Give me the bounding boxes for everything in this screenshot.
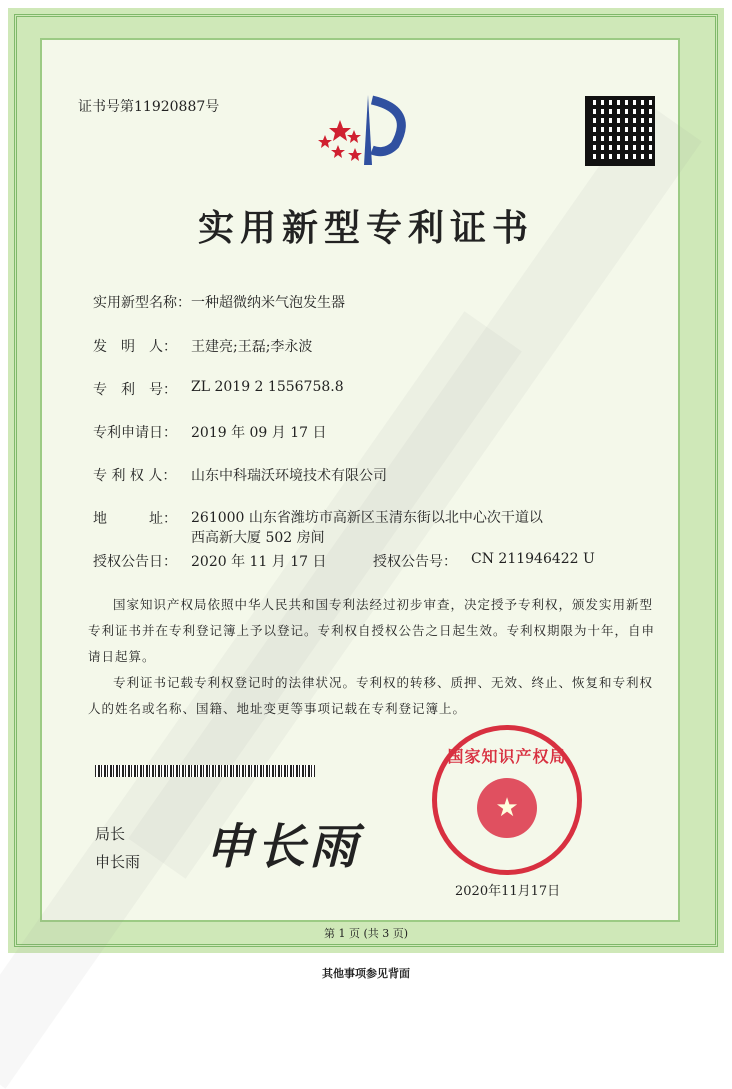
field-address: 地 址： 261000 山东省潍坊市高新区玉清东街以北中心次干道以 西高新大厦 502 房间 <box>93 510 543 546</box>
paragraph: 国家知识产权局依照中华人民共和国专利法经过初步审查，决定授予专利权，颁发实用新型专利证书并在专利登记簿上予以登记。专利权自授权公告之日起生效。专利权期限为十年，自申请日起算。 <box>88 597 656 664</box>
field-patent-number: 专 利 号： ZL 2019 2 1556758.8 <box>93 379 344 398</box>
paragraph: 专利证书记载专利权登记时的法律状况。专利权的转移、质押、无效、终止、恢复和专利权人的姓名或名称、国籍、地址变更等事项记载在专利登记簿上。 <box>88 675 654 716</box>
page-info: 第 1 页 (共 3 页) <box>323 927 409 940</box>
field-patentee: 专 利 权 人： 山东中科瑞沃环境技术有限公司 <box>93 468 387 484</box>
seal-date: 2020年11月17日 <box>455 884 561 899</box>
certificate-number: 证书号第11920887号 <box>78 99 220 115</box>
footer-note: 其他事项参见背面 <box>322 967 410 980</box>
official-seal: 国家知识产权局 ★ <box>432 725 582 875</box>
field-grant-date: 授权公告日： 2020 年 11 月 17 日 授权公告号： CN 211946422 U <box>93 551 595 570</box>
page-title: 实用新型专利证书 <box>197 207 534 249</box>
field-application-date: 专利申请日： 2019 年 09 月 17 日 <box>93 425 327 441</box>
field-name: 实用新型名称： 一种超微纳米气泡发生器 <box>93 295 345 311</box>
field-inventor: 发 明 人： 王建亮;王磊;李永波 <box>93 339 313 355</box>
national-emblem-icon: ★ <box>477 778 537 838</box>
signature: 申长雨 <box>205 819 362 875</box>
signatory: 局长 申长雨 <box>95 825 141 871</box>
qr-code <box>585 96 655 166</box>
barcode <box>95 765 315 777</box>
patent-office-logo <box>310 90 420 170</box>
